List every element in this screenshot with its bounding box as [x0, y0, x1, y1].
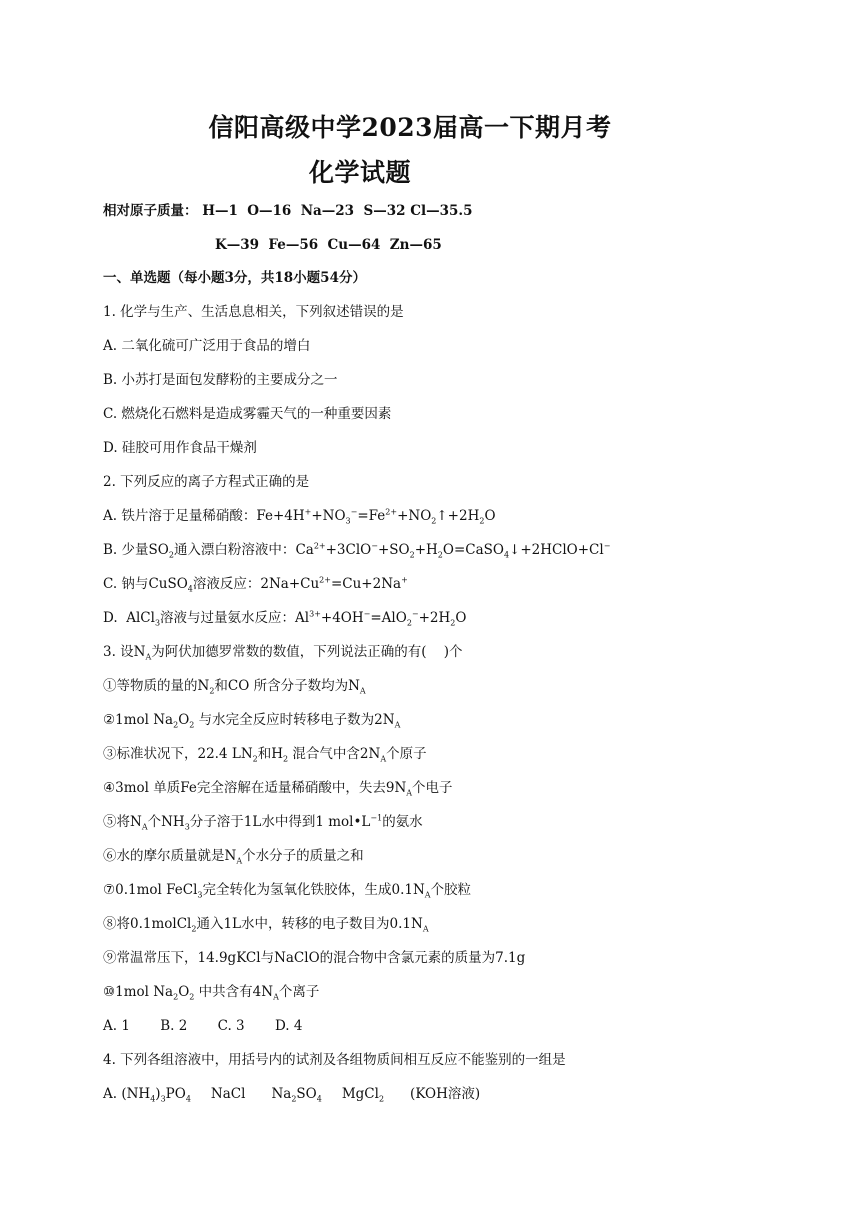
atomic-mass-values-1: H—1 O—16 Na—23 S—32 Cl—35.5 [202, 203, 473, 219]
q3-option-b: B. 2 [160, 1018, 188, 1034]
q3-options [103, 1017, 302, 1035]
q3-item-8: ⑧将0.1molCl$_2$通入1L水中，转移的电子数目为$0.1N_A$ [103, 916, 429, 934]
q1-stem: 1. 化学与生产、生活息息相关，下列叙述错误的是 [103, 304, 404, 320]
q3-option-c: C. 3 [217, 1018, 245, 1034]
q1-option-d: D. 硅胶可用作食品干燥剂 [103, 440, 257, 456]
q3-stem: 3. 设$N_A$为阿伏加德罗常数的数值，下列说法正确的有( )个 [103, 644, 463, 662]
atomic-mass-values-2: K—39 Fe—56 Cu—64 Zn—65 [215, 237, 442, 253]
q3-item-4: ④3mol 单质Fe完全溶解在适量稀硝酸中，失去$9N_A$个电子 [103, 780, 453, 798]
q2-option-c: C. 钠与CuSO$_4$溶液反应：$2Na+Cu^{2+}=Cu+2Na^+$ [103, 575, 408, 594]
q4-option-a: A. $(NH_4)_3PO_4$ NaCl $Na_2SO_4$ MgCl$_2$ (KOH溶液) [103, 1086, 481, 1104]
page-subtitle: 化学试题 [308, 158, 411, 187]
q3-option-a: A. 1 [103, 1018, 130, 1034]
q4-stem: 4. 下列各组溶液中，用括号内的试剂及各组物质间相互反应不能鉴别的一组是 [103, 1052, 566, 1068]
q3-option-d: D. 4 [274, 1018, 303, 1034]
q1-option-a: A. 二氧化硫可广泛用于食品的增白 [103, 338, 311, 354]
q3-item-6: ⑥水的摩尔质量就是$N_A$个水分子的质量之和 [103, 848, 364, 866]
q3-item-10: ⑩1mol $Na_2O_2$ 中共含有$4N_A$个离子 [103, 984, 320, 1002]
q2-option-b: B. 少量$SO_2$通入漂白粉溶液中：$Ca^{2+}+3ClO^-+SO_2+H_2O=CaSO_4↓+2HClO+Cl^-$ [103, 541, 611, 560]
q3-item-1: ①等物质的量的$N_2$和CO 所含分子数均为$N_A$ [103, 678, 366, 696]
atomic-mass-label: 相对原子质量： [103, 203, 198, 219]
q2-option-d: D. AlCl$_3$溶液与过量氨水反应：$Al^{3+}+4OH^-=AlO_2^-+2H_2O$ [103, 609, 467, 628]
q3-item-2: ②1mol $Na_2O_2$ 与水完全反应时转移电子数为$2N_A$ [103, 712, 401, 730]
q3-item-7: ⑦0.1mol FeCl$_3$完全转化为氢氧化铁胶体，生成$0.1N_A$个胶粒 [103, 882, 472, 900]
q3-item-5: ⑤将$N_A$个$NH_3$分子溶于1L水中得到1 $mol•L^{-1}$的氨水 [103, 813, 423, 832]
q3-item-9: ⑨常温常压下，14.9gKCl与NaClO的混合物中含氯元素的质量为7.1g [103, 950, 526, 966]
atomic-mass-line-2 [215, 236, 442, 254]
section-heading: 一、单选题（每小题3分，共18小题54分） [103, 270, 366, 286]
atomic-mass-line-1 [103, 202, 472, 220]
q1-option-c: C. 燃烧化石燃料是造成雾霾天气的一种重要因素 [103, 406, 392, 422]
q3-item-3: ③标准状况下，22.4 $LN_2$和$H_2$ 混合气中含$2N_A$个原子 [103, 746, 427, 764]
q2-option-a: A. 铁片溶于足量稀硝酸：$Fe+4H^++NO_3^-=Fe^{2+}+NO_2↑+2H_2O$ [103, 507, 496, 526]
page-title: 信阳高级中学2023届高一下期月考 [208, 113, 612, 142]
q2-stem: 2. 下列反应的离子方程式正确的是 [103, 474, 310, 490]
q1-option-b: B. 小苏打是面包发酵粉的主要成分之一 [103, 372, 338, 388]
